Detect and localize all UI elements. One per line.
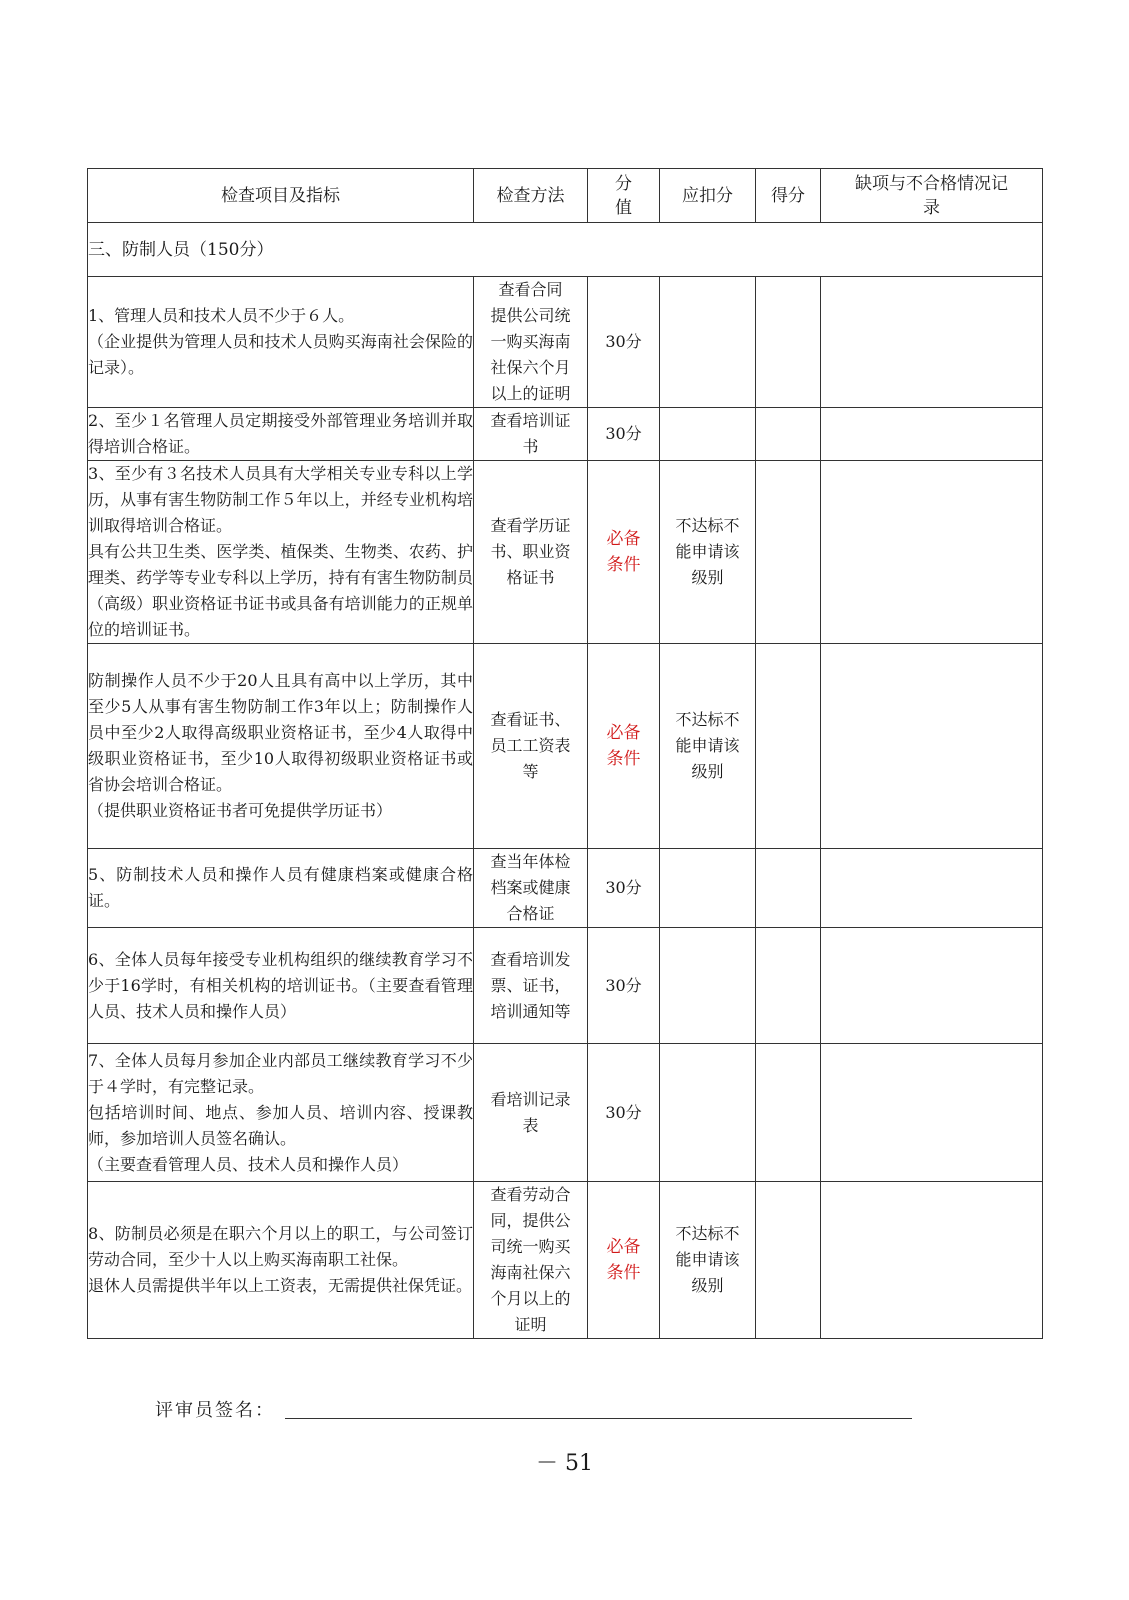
reviewer-signature-label: 评审员签名： bbox=[155, 1400, 275, 1421]
page-number: － 51 bbox=[536, 1451, 593, 1476]
table-row bbox=[88, 928, 1043, 1044]
row-method: 看培训记录 表 bbox=[474, 1044, 588, 1182]
row-record bbox=[821, 928, 1043, 1044]
row-record bbox=[821, 408, 1043, 461]
row-score: 必备 条件 bbox=[588, 644, 660, 849]
row-score: 必备 条件 bbox=[588, 1182, 660, 1339]
row-score: 必备 条件 bbox=[588, 461, 660, 644]
row-method: 查看培训发 票、证书， 培训通知等 bbox=[474, 928, 588, 1044]
row-record bbox=[821, 644, 1043, 849]
row-item: 6、全体人员每年接受专业机构组织的继续教育学习不少于16学时，有相关机构的培训证书。（主要查看管理人员、技术人员和操作人员） bbox=[88, 928, 474, 1044]
row-got bbox=[756, 277, 821, 408]
header-score: 分 值 bbox=[588, 169, 660, 223]
row-method: 查看证书、 员工工资表 等 bbox=[474, 644, 588, 849]
row-method: 查当年体检 档案或健康 合格证 bbox=[474, 849, 588, 928]
row-item: 2、至少１名管理人员定期接受外部管理业务培训并取得培训合格证。 bbox=[88, 408, 474, 461]
row-score: 30分 bbox=[588, 1044, 660, 1182]
row-deduct bbox=[660, 849, 756, 928]
row-score: 30分 bbox=[588, 849, 660, 928]
row-got bbox=[756, 644, 821, 849]
header-record: 缺项与不合格情况记 录 bbox=[821, 169, 1043, 223]
row-method: 查看合同 提供公司统 一购买海南 社保六个月 以上的证明 bbox=[474, 277, 588, 408]
row-record bbox=[821, 461, 1043, 644]
row-got bbox=[756, 849, 821, 928]
row-record bbox=[821, 1044, 1043, 1182]
row-item: 3、至少有３名技术人员具有大学相关专业专科以上学历，从事有害生物防制工作５年以上，并经专业机构培训取得培训合格证。 具有公共卫生类、医学类、植保类、生物类、农药、护理类、药学等专业专科以上学历，持有有害生物防制员（高级）职业资格证书证书或具备有培训能力的正规单位的培训证书。 bbox=[88, 461, 474, 644]
row-got bbox=[756, 928, 821, 1044]
row-method: 查看培训证 书 bbox=[474, 408, 588, 461]
table-row bbox=[88, 408, 1043, 461]
table-row bbox=[88, 461, 1043, 644]
row-item: 5、防制技术人员和操作人员有健康档案或健康合格证。 bbox=[88, 849, 474, 928]
header-got: 得分 bbox=[756, 169, 821, 223]
header-method: 检查方法 bbox=[474, 169, 588, 223]
table-row bbox=[88, 1044, 1043, 1182]
row-score: 30分 bbox=[588, 408, 660, 461]
row-deduct: 不达标不 能申请该 级别 bbox=[660, 461, 756, 644]
row-got bbox=[756, 1044, 821, 1182]
row-deduct bbox=[660, 1044, 756, 1182]
row-score: 30分 bbox=[588, 928, 660, 1044]
row-got bbox=[756, 1182, 821, 1339]
row-got bbox=[756, 461, 821, 644]
row-record bbox=[821, 849, 1043, 928]
row-got bbox=[756, 408, 821, 461]
row-score: 30分 bbox=[588, 277, 660, 408]
table-row bbox=[88, 1182, 1043, 1339]
inspection-table bbox=[87, 168, 1043, 1339]
row-method: 查看学历证 书、职业资 格证书 bbox=[474, 461, 588, 644]
row-record bbox=[821, 277, 1043, 408]
signature-line bbox=[285, 1418, 912, 1419]
section-title: 三、防制人员（150分） bbox=[88, 223, 1043, 277]
row-item: 8、防制员必须是在职六个月以上的职工，与公司签订劳动合同，至少十人以上购买海南职工社保。 退休人员需提供半年以上工资表，无需提供社保凭证。 bbox=[88, 1182, 474, 1339]
row-item: 1、管理人员和技术人员不少于６人。 （企业提供为管理人员和技术人员购买海南社会保险的记录）。 bbox=[88, 277, 474, 408]
row-deduct: 不达标不 能申请该 级别 bbox=[660, 644, 756, 849]
table-row bbox=[88, 849, 1043, 928]
row-item: 防制操作人员不少于20人且具有高中以上学历，其中至少5人从事有害生物防制工作3年以上；防制操作人员中至少2人取得高级职业资格证书，至少4人取得中级职业资格证书，至少10人取得初级职业资格证书或省协会培训合格证。 （提供职业资格证书者可免提供学历证书） bbox=[88, 644, 474, 849]
row-deduct bbox=[660, 408, 756, 461]
row-deduct bbox=[660, 928, 756, 1044]
row-method: 查看劳动合 同，提供公 司统一购买 海南社保六 个月以上的 证明 bbox=[474, 1182, 588, 1339]
row-deduct: 不达标不 能申请该 级别 bbox=[660, 1182, 756, 1339]
header-row bbox=[88, 169, 1043, 223]
section-row bbox=[88, 223, 1043, 277]
table-row bbox=[88, 644, 1043, 849]
header-item: 检查项目及指标 bbox=[88, 169, 474, 223]
row-record bbox=[821, 1182, 1043, 1339]
row-item: 7、全体人员每月参加企业内部员工继续教育学习不少于４学时，有完整记录。 包括培训时间、地点、参加人员、培训内容、授课教师，参加培训人员签名确认。 （主要查看管理人员、技术人员和操作人员） bbox=[88, 1044, 474, 1182]
table-row bbox=[88, 277, 1043, 408]
row-deduct bbox=[660, 277, 756, 408]
header-deduct: 应扣分 bbox=[660, 169, 756, 223]
